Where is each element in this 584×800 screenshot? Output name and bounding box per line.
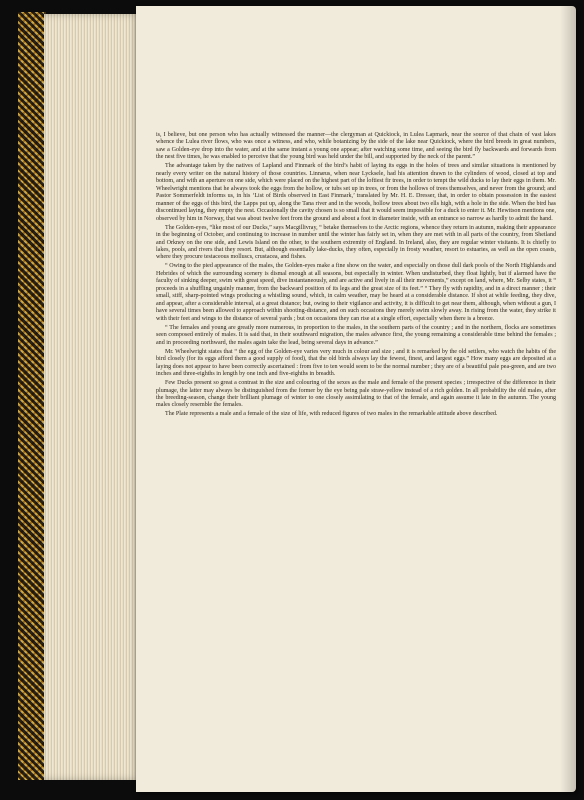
paragraph: The Golden-eyes, “like most of our Ducks,” says Macgillivray, “ betake themselves to the Arctic regions, whence they return in autumn, making their appearance in the beginning of October, and continuing to increase in number until the winter has fairly set in, when they are met with in all parts of the country, from Shetland and Orkney on the one side, and Lewis Island on the other, to the southern extremity of England. In Ireland, also, they are regular winter visitants. It is chiefly to lakes, pools, and rivers that they resort. But, although essentially lake-ducks, they often, especially in frosty weather, resort to estuaries, as well as the open coasts, where they procure testaceous molluscs, crustacea, and fishes.	[156, 224, 556, 261]
paragraph: Few Ducks present so great a contrast in the size and colouring of the sexes as the male and female of the present species ; irrespective of the difference in their plumage, the latter may always be distinguished from the former by the eye being pale straw-yellow instead of a rich golden. In all probability the old males, after the breeding-season, change their brilliant plumage of winter to one closely assimilating to that of the female, and again assume it late in the autumn. The young males closely resemble the females.	[156, 380, 556, 409]
paragraph: “ The females and young are greatly more numerous, in proportion to the males, in the southern parts of the country ; and in the northern, flocks are sometimes seen composed entirely of males. It is said that, in their southward migration, the males advance first, the young remaining a considerable time behind the females ; and in proceeding northward, the males again take the lead, being several days in advance.”	[156, 324, 556, 346]
page-stack-edge	[44, 14, 140, 780]
book-cover-edge	[18, 12, 46, 780]
paragraph: The advantage taken by the natives of Lapland and Finmark of the bird’s habit of laying its eggs in the holes of trees and similar situations is mentioned by nearly every writer on the natural history of those countries. Linnæus, when near Lycksele, had his attention drawn to the cylinders of wood, closed at top and bottom, and with an aperture on one side, which were placed on the highest part of the loftiest fir trees, in order to tempt the wild ducks to lay their eggs in them. Mr. Wheelwright mentions that he always took the eggs from the hollow, or tubs set up in trees, or from the hollows of trees themselves, and never from the ground; and Pastor Sommerfeldt informs us, in his ‘List of Birds observed in East Finmark,’ translated by Mr. H. E. Dresser, that, in order to obtain possession in the easiest manner of the eggs of this bird, the Lapps put up, along the Tana river and in the woods, hollow trees about two ells high, with a hole in the side. When the bird has discontinued laying, they empty the nest. Occasionally the cavity chosen is so small that it would seem impossible for a duck to enter it. Mr. Hewitson mentions one, observed by him in Norway, that was about twelve feet from the ground and about a foot in diameter inside, with an entrance so narrow as hardly to admit the hand.	[156, 163, 556, 222]
book	[18, 6, 576, 792]
book-page	[136, 6, 576, 792]
paragraph: “ Owing to the pied appearance of the males, the Golden-eyes make a fine show on the water, and especially on those dull dark pools of the North Highlands and Hebrides of which the surrounding scenery is dismal enough at all seasons, but especially in winter. When undisturbed, they float lightly, but if alarmed have the faculty of sinking deeper, swim with great speed, dive instantaneously, and are active and lively in all their movements,” except on land, where, Mr. Selby states, it “ proceeds in a shuffling ungainly manner, from the backward position of its legs and the great size of its feet.” “ They fly with rapidity, and in a direct manner ; their small, stiff, sharp-pointed wings producing a whistling sound, which, in calm weather, may be heard at a considerable distance. If shot at while feeding, they dive, and appear, after a considerable interval, at a great distance; but, owing to their vigilance and activity, it is difficult to get near them, although, when without a gun, I have several times been allowed to approach within shooting-distance, and on such occasions they merely swim slowly away. In rising from the water, they strike it with their feet and wings to the distance of several yards ; but on occasions they can rise at a single effort, especially when there is a breeze.	[156, 263, 556, 322]
paragraph: is, I believe, but one person who has actually witnessed the manner—the clergyman at Quickiock, in Lulea Lapmark, near the source of that chain of vast lakes whence the Lulea river flows, who was once a witness, and who, while botanizing by the side of the lake near Quickiock, where the bird breeds in great numbers, saw a Golden-eye drop into the water, and at the same instant a young one appear; after watching some time, and seeing the bird fly backwards and forwards from the nest five times, he was enabled to perceive that the young bird was held under the bill, and supported by the neck of the parent.”	[156, 132, 556, 161]
page-body-text	[156, 132, 556, 421]
paragraph: Mr. Wheelwright states that “ the egg of the Golden-eye varies very much in colour and size ; and it is remarked by the old settlers, who watch the habits of the bird closely (for its eggs afford them a good supply of food), that the old birds always lay the fewest, finest, and largest eggs.” How many eggs are deposited at a laying does not appear to have been correctly ascertained : from five to ten would seem to be the normal number ; they are of a beautiful pale pea-green, and are two inches and three-eighths in length by one inch and five-eighths in breadth.	[156, 348, 556, 378]
paragraph: The Plate represents a male and a female of the size of life, with reduced figures of two males in the remarkable attitude above described.	[165, 411, 498, 418]
